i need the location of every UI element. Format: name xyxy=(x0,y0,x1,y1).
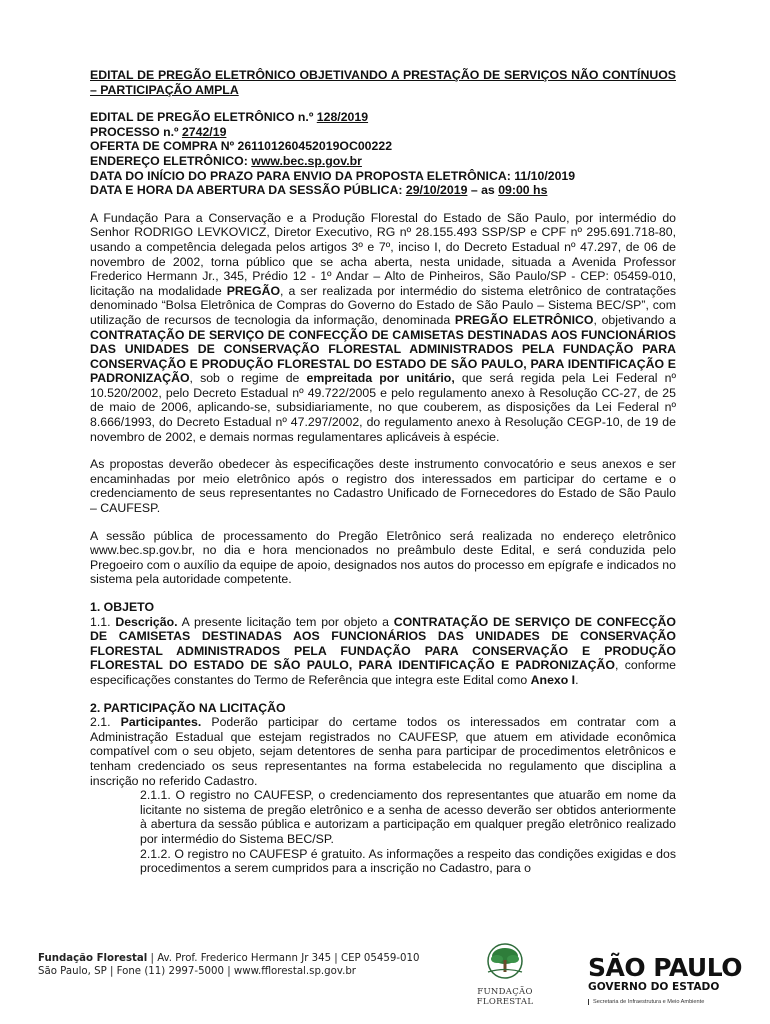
preamble-text-d: PREGÃO ELETRÔNICO xyxy=(454,312,594,327)
data-abertura-sep: – as xyxy=(467,183,499,198)
tree-logo-icon xyxy=(479,942,531,980)
fundacao-florestal-logo xyxy=(455,942,555,1007)
data-inicio-line: DATA DO INÍCIO DO PRAZO PARA ENVIO DA PROPOSTA ELETRÔNICA: 11/10/2019 xyxy=(90,168,576,183)
edital-number: 128/2019 xyxy=(316,110,369,125)
page-footer xyxy=(0,940,770,1024)
endereco-link[interactable]: www.bec.sp.gov.br xyxy=(251,153,362,168)
section-heading-participacao: 2. PARTICIPAÇÃO NA LICITAÇÃO xyxy=(90,700,286,715)
objeto-text-a: A presente licitação tem por objeto a xyxy=(177,614,394,629)
data-abertura-label: DATA E HORA DA ABERTURA DA SESSÃO PÚBLICA: xyxy=(90,183,406,198)
processo-number: 2742/19 xyxy=(181,124,227,139)
footer-line-1 xyxy=(38,952,419,965)
fundacao-florestal-logo-text: FUNDAÇÃO FLORESTAL xyxy=(476,987,534,1007)
data-abertura-date: 29/10/2019 xyxy=(405,183,468,198)
participacao-text-a: Poderão participar do certame todos os interessados em contratar com a Administração Estadual que estejam registrados no CAUFESP, que atuem em atividade econômica compatível com o seu objeto, sejam detentores de senha para participar de procedimentos eletrônicos e tenham credenciado os seus representantes na forma estabelecida no regulamento que disciplina a inscrição no referido Cadastro. xyxy=(90,715,677,788)
document-header xyxy=(90,110,676,198)
objeto-text-b: CONTRATAÇÃO DE SERVIÇO DE CONFECÇÃO DE CAMISETAS DESTINADAS AOS FUNCIONÁRIOS DAS UNIDADES DE CONSERVAÇÃO FLORESTAL ADMINISTRADOS PELA FUNDAÇÃO PARA CONSERVAÇÃO E PRODUÇÃO FLORESTAL DO ESTADO DE SÃO PAULO, PARA IDENTIFICAÇÃO E PADRONIZAÇÃO xyxy=(90,614,676,673)
paragraph-propostas: As propostas deverão obedecer às especificações deste instrumento convocatório e seus anexos e ser encaminhadas por meio eletrônico após o registro dos interessados em participar do certame e o credenciamento de seus representantes no Cadastro Unificado de Fornecedores do Estado de São Paulo – CAUFESP. xyxy=(90,457,676,516)
edital-label: EDITAL DE PREGÃO ELETRÔNICO n.º xyxy=(90,110,317,125)
document-title: EDITAL DE PREGÃO ELETRÔNICO OBJETIVANDO A PRESTAÇÃO DE SERVIÇOS NÃO CONTÍNUOS – PARTICIPAÇÃO AMPLA xyxy=(90,68,676,97)
processo-line xyxy=(90,125,676,140)
objeto-text-e: . xyxy=(575,672,579,687)
footer-address-text: | Av. Prof. Frederico Hermann Jr 345 | CEP 05459-010 xyxy=(147,953,420,964)
preamble-text-b: PREGÃO xyxy=(226,283,281,298)
processo-label: PROCESSO n.º xyxy=(90,124,182,139)
paragraph-sessao: A sessão pública de processamento do Pregão Eletrônico será realizada no endereço eletrônico www.bec.sp.gov.br, no dia e hora mencionados no preâmbulo deste Edital, e será conduzida pelo Pregoeiro com o auxílio da equipe de apoio, designados nos autos do processo em epígrafe e indicados no sistema pela autoridade competente. xyxy=(90,528,676,587)
sp-logo-subtitle: GOVERNO DO ESTADO xyxy=(588,981,720,993)
participacao-num: 2.1. xyxy=(90,715,121,730)
document-body xyxy=(90,68,676,876)
participacao-label: Participantes. xyxy=(120,715,202,730)
preamble-text-i: que será regida pela Lei Federal nº 10.520/2002, pelo Decreto Estadual nº 49.722/2005 e pelo regulamento anexo à Resolução CC-27, de 25 de maio de 2006, aplicando-se, subsidiariamente, no que couberem, as disposições da Lei Federal nº 8.666/1993, do Decreto Estadual nº 47.297/2002, do regulamento anexo à Resolução CEGP-10, de 19 de novembro de 2002, e demais normas regulamentares aplicáveis à espécie. xyxy=(90,371,676,444)
objeto-text-c: , conforme especificações constantes do Termo de Referência que integra este Edital como xyxy=(90,658,676,687)
preamble-text-g: , sob o regime de xyxy=(189,371,307,386)
data-abertura-line xyxy=(90,183,676,198)
preamble-text-c: , a ser realizada por intermédio do sistema eletrônico de contratações denominado “Bolsa Eletrônica de Compras do Governo do Estado de São Paulo – Sistema BEC/SP”, com utilização de recursos de tecnologia da informação, denominada xyxy=(90,283,676,327)
preamble-text-a: A Fundação Para a Conservação e a Produção Florestal do Estado de São Paulo, por intermédio do Senhor RODRIGO LEVKOVICZ, Diretor Executivo, RG nº 28.155.493 SSP/SP e CPF nº 295.691.718-80, usando a competência delegada pelos artigos 3º e 7º, inciso I, do Decreto Estadual nº 47.297, de 06 de novembro de 2002, torna público que se acha aberta, nesta unidade, situada a Avenida Professor Frederico Hermann Jr., 345, Prédio 12 - 1º Andar – Alto de Pinheiros, São Paulo/SP - CEP: 05459-010, licitação na modalidade xyxy=(90,210,676,298)
data-abertura-time: 09:00 hs xyxy=(498,183,548,198)
endereco-label: ENDEREÇO ELETRÔNICO: xyxy=(90,153,252,168)
subsection-2-1-1: 2.1.1. O registro no CAUFESP, o credenciamento dos representantes que atuarão em nome da licitante no sistema de pregão eletrônico e a senha de acesso deverão ser obtidos anteriormente à abertura da sessão pública e autorizam a participação em qualquer pregão eletrônico realizado por intermédio do Sistema BEC/SP. xyxy=(140,788,676,846)
governo-sp-logo xyxy=(588,953,748,1005)
footer-address xyxy=(38,952,419,978)
oferta-line: OFERTA DE COMPRA Nº 261101260452019OC00222 xyxy=(90,139,393,154)
section-objeto-text xyxy=(90,615,676,688)
preamble-text-h: empreitada por unitário, xyxy=(306,371,455,386)
footer-org: Fundação Florestal xyxy=(38,953,148,964)
endereco-line xyxy=(90,154,676,169)
sp-logo-title: SÃO PAULO xyxy=(588,953,743,982)
objeto-text-d: Anexo I xyxy=(530,672,576,687)
subsection-2-1-2: 2.1.2. O registro no CAUFESP é gratuito. As informações a respeito das condições exigidas e dos procedimentos a serem cumpridos para a inscrição no Cadastro, para o xyxy=(140,846,676,876)
edital-line xyxy=(90,110,676,125)
section-heading-objeto: 1. OBJETO xyxy=(90,600,155,614)
objeto-num: 1.1. xyxy=(90,614,116,629)
objeto-label: Descrição. xyxy=(115,614,178,629)
sp-logo-secretaria: Secretaria de Infraestrutura e Meio Ambiente xyxy=(588,999,748,1005)
paragraph-preamble xyxy=(90,211,676,445)
section-participacao-text xyxy=(90,715,676,788)
footer-line-2: São Paulo, SP | Fone (11) 2997-5000 | www.fflorestal.sp.gov.br xyxy=(38,966,356,977)
preamble-text-e: , objetivando a xyxy=(593,312,676,327)
preamble-text-f: CONTRATAÇÃO DE SERVIÇO DE CONFECÇÃO DE CAMISETAS DESTINADAS AOS FUNCIONÁRIOS DAS UNIDADES DE CONSERVAÇÃO FLORESTAL ADMINISTRADOS PELA FUNDAÇÃO PARA CONSERVAÇÃO E PRODUÇÃO FLORESTAL DO ESTADO DE SÃO PAULO, PARA IDENTIFICAÇÃO E PADRONIZAÇÃO xyxy=(90,327,676,386)
